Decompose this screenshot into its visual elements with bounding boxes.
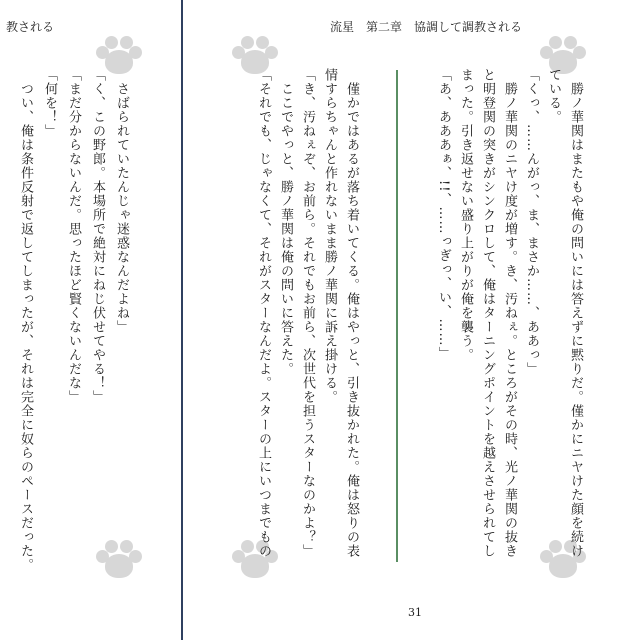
text-column: 僅かではあるが落ち着いてくる。俺はやっと、引き抜かれた。俺は怒りの表 bbox=[344, 68, 359, 558]
text-column: 勝ノ華関はまたもや俺の問いには答えずに黙りだ。僅かにニヤけた顔を続け bbox=[568, 68, 583, 558]
left-page bbox=[0, 0, 180, 640]
text-column: 「まだ分からないんだ。思ったほど賢くないんだな」 bbox=[66, 68, 81, 404]
text-column: さばられていたんじゃ迷惑なんだよね」 bbox=[114, 68, 129, 334]
page-number: 31 bbox=[408, 606, 422, 619]
text-column: ここでやっと、勝ノ華関は俺の問いに答えた。 bbox=[278, 68, 293, 376]
text-column: 勝ノ華関のニヤけ度が増す。き、汚ねぇ。ところがその時、光ノ華関の抜き bbox=[502, 68, 517, 558]
text-column: と明登関の突きがシンクロして、俺はターニングポイントを越えさせられてし bbox=[480, 68, 495, 558]
text-column: ている。 bbox=[546, 68, 561, 124]
text-column: 「く、この野郎。本場所で絶対にねじ伏せてやる！」 bbox=[90, 68, 105, 404]
left-running-header: 教される bbox=[6, 20, 55, 34]
text-column: 「き、汚ねぇぞ、お前ら。それでもお前ら、次世代を担うスターなのかよ？」 bbox=[300, 68, 315, 558]
text-column: 「くっ、……んがっ、ま、まさか……、ああっ」 bbox=[524, 68, 539, 376]
text-column: つい、俺は条件反射で返してしまったが、それは完全に奴らのペースだった。 bbox=[18, 68, 33, 572]
scene-break-line bbox=[396, 70, 398, 562]
text-column: 「何を！」 bbox=[42, 68, 57, 138]
text-column: 「それでも、じゃなくて、それがスターなんだよ。スターの上にいつまでもの bbox=[256, 68, 271, 558]
text-column: 「あ、あああぁ、!!、……っぎっ、い、……」 bbox=[436, 68, 451, 361]
text-column: 情すらちゃんと作れないまま勝ノ華関に訴え掛ける。 bbox=[322, 68, 337, 404]
right-running-header: 流星 第二章 協調して調教される bbox=[330, 20, 523, 34]
text-column: まった。引き返せない盛り上がりが俺を襲う。 bbox=[458, 68, 473, 362]
